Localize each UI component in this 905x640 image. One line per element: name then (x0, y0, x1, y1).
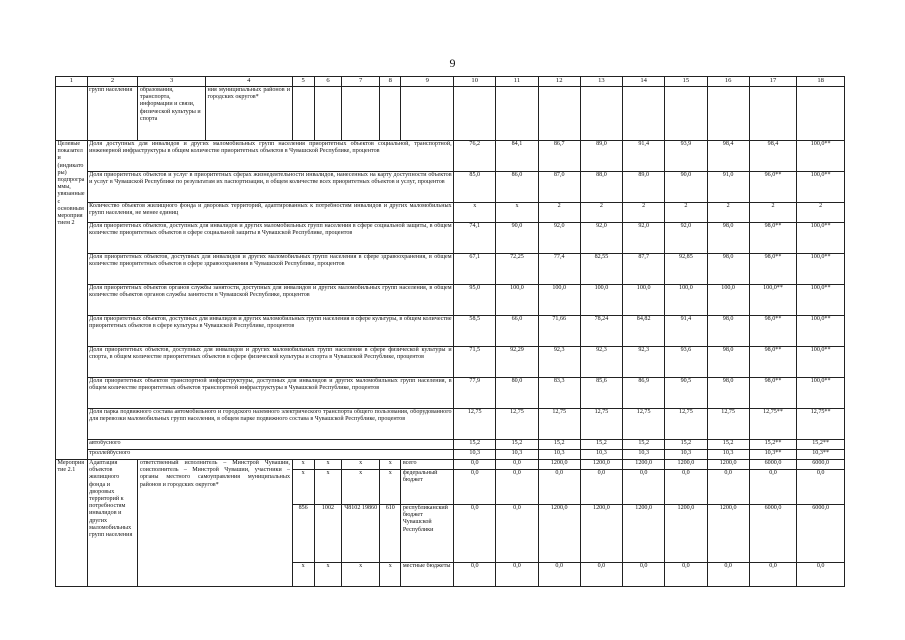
funding-value: 0,0 (623, 563, 665, 587)
funding-value: 0,0 (580, 563, 622, 587)
column-number: 8 (380, 77, 401, 87)
indicator-text: Доля приоритетных объектов, доступных для инвалидов и других маломобильных групп населения в сфере социальной защиты, в общем количестве приоритетных объектов в сфере социальной защиты в Чувашской Республике, процентов (87, 223, 453, 254)
indicator-text: автобусного (87, 440, 453, 450)
column-number: 6 (314, 77, 341, 87)
indicator-value: 89,0 (580, 141, 622, 172)
indicator-text: Доля приоритетных объектов, доступных для инвалидов и других маломобильных групп населения в сфере культуры, в общем количестве приоритетных объектов в сфере культуры в Чувашской Республике, процентов (87, 316, 453, 347)
funding-value: 6000,0 (749, 460, 797, 470)
funding-value: 0,0 (454, 470, 496, 505)
indicator-text: Доля парка подвижного состава автомобильного и городского наземного электрического транспорта общего пользования, оборудованного для перевозки маломобильных групп населения, в общем парке подвижного состава в Чувашской Республике, процентов (87, 409, 453, 440)
indicator-value: 92,85 (665, 254, 707, 285)
indicator-value: 98,0 (707, 223, 749, 254)
budget-code: 610 (380, 505, 401, 563)
column-number: 11 (496, 77, 538, 87)
indicator-value: 98,0 (707, 316, 749, 347)
indicator-row (56, 285, 845, 316)
indicator-value: 96,0** (749, 172, 797, 203)
indicator-value: 90,0 (496, 223, 538, 254)
indicator-value: 100,0** (797, 141, 845, 172)
indicator-value: 92,29 (496, 347, 538, 378)
indicator-value: 2 (797, 203, 845, 223)
indicator-value: 100,0** (797, 316, 845, 347)
indicator-value: 95,0 (454, 285, 496, 316)
funding-value: 0,0 (707, 470, 749, 505)
indicator-value: 98,0** (749, 316, 797, 347)
measure-responsible: ответственный исполнитель – Минстрой Чувашии, соисполнитель – Минстрой Чувашии, участники – органы местного самоуправления муниципальных районов и городских округов* (138, 460, 292, 587)
column-number: 12 (538, 77, 580, 87)
funding-value: 1200,0 (623, 505, 665, 563)
indicator-row (56, 141, 845, 172)
budget-code: x (292, 470, 314, 505)
indicator-value: 10,3 (538, 450, 580, 460)
cont-cell-empty (292, 87, 314, 141)
indicator-value: 2 (707, 203, 749, 223)
indicator-text: Доля доступных для инвалидов и других маломобильных групп населения приоритетных объектов социальной, транспортной, инженерной инфраструктуры в общем количестве приоритетных объектов в Чувашской Республике, процентов (87, 141, 453, 172)
column-number: 18 (797, 77, 845, 87)
indicator-value: 93,9 (665, 141, 707, 172)
indicator-value: 2 (538, 203, 580, 223)
indicator-value: 90,0 (665, 172, 707, 203)
indicator-value: 15,2 (623, 440, 665, 450)
indicator-value: 86,7 (538, 141, 580, 172)
indicator-text: Количество объектов жилищного фонда и дворовых территорий, адаптированных к потребностям инвалидов и других маломобильных групп населения, не менее единиц (87, 203, 453, 223)
funding-value: 0,0 (749, 563, 797, 587)
indicator-value: 98,0** (749, 254, 797, 285)
indicator-value: 100,0 (538, 285, 580, 316)
indicator-value: 10,3 (454, 450, 496, 460)
funding-value: 0,0 (496, 505, 538, 563)
indicator-value: 15,2 (538, 440, 580, 450)
indicator-value: 92,3 (538, 347, 580, 378)
indicator-value: 58,5 (454, 316, 496, 347)
funding-value: 1200,0 (580, 505, 622, 563)
indicator-value: 100,0** (797, 378, 845, 409)
indicator-value: 10,3** (797, 450, 845, 460)
indicator-value: 98,0** (749, 378, 797, 409)
funding-value: 0,0 (797, 563, 845, 587)
funding-value: 6000,0 (797, 505, 845, 563)
budget-code: x (292, 460, 314, 470)
indicator-value: 98,0** (749, 223, 797, 254)
indicator-value: 10,3 (707, 450, 749, 460)
cont-cell-empty (401, 87, 454, 141)
funding-row (56, 460, 845, 470)
indicator-value: 91,0 (707, 172, 749, 203)
cont-cell-empty (797, 87, 845, 141)
indicator-row (56, 316, 845, 347)
indicator-value: 2 (749, 203, 797, 223)
indicator-row (56, 347, 845, 378)
funding-value: 0,0 (454, 460, 496, 470)
budget-code: x (380, 460, 401, 470)
page-number: 9 (449, 56, 456, 70)
cont-cell-empty (749, 87, 797, 141)
indicator-value: 98,0 (707, 347, 749, 378)
funding-value: 0,0 (797, 470, 845, 505)
funding-value: 0,0 (538, 470, 580, 505)
indicator-value: x (454, 203, 496, 223)
indicator-value: 100,0 (707, 285, 749, 316)
funding-source: федеральный бюджет (401, 470, 454, 505)
indicator-value: 12,75 (538, 409, 580, 440)
indicator-value: 98,4 (707, 141, 749, 172)
indicator-value: 15,2 (496, 440, 538, 450)
budget-code: x (342, 563, 380, 587)
funding-value: 0,0 (496, 470, 538, 505)
indicator-value: 90,5 (665, 378, 707, 409)
funding-value: 0,0 (665, 563, 707, 587)
indicator-value: 15,2 (454, 440, 496, 450)
indicator-value: 2 (623, 203, 665, 223)
budget-code: x (342, 470, 380, 505)
indicator-value: 12,75 (454, 409, 496, 440)
indicator-value: 72,25 (496, 254, 538, 285)
budget-code: x (314, 460, 341, 470)
indicator-value: 15,2** (749, 440, 797, 450)
cont-cell-empty (342, 87, 380, 141)
indicator-row (56, 172, 845, 203)
indicator-value: 85,0 (454, 172, 496, 203)
indicator-value: 2 (665, 203, 707, 223)
indicator-value: 78,24 (580, 316, 622, 347)
funding-value: 0,0 (454, 505, 496, 563)
column-number: 17 (749, 77, 797, 87)
cont-cell-empty (380, 87, 401, 141)
column-number: 15 (665, 77, 707, 87)
indicator-value: 15,2 (580, 440, 622, 450)
funding-value: 0,0 (707, 563, 749, 587)
column-number: 9 (401, 77, 454, 87)
funding-source: всего (401, 460, 454, 470)
budget-code: x (342, 460, 380, 470)
indicator-value: 15,2 (707, 440, 749, 450)
indicator-value: 98,4 (749, 141, 797, 172)
indicator-value: 15,2 (665, 440, 707, 450)
budget-code: x (314, 563, 341, 587)
indicator-value: 92,0 (623, 223, 665, 254)
indicator-value: 98,0 (707, 254, 749, 285)
indicator-value: 84,82 (623, 316, 665, 347)
indicator-value: 10,3 (623, 450, 665, 460)
funding-value: 6000,0 (749, 505, 797, 563)
cont-cell-empty (56, 87, 88, 141)
indicator-value: 93,6 (665, 347, 707, 378)
indicator-row (56, 450, 845, 460)
measure-name: Адаптация объектов жилищного фонда и дворовых территорий к потребностям инвалидов и других маломобильных групп населения (87, 460, 138, 587)
funding-value: 1200,0 (538, 505, 580, 563)
indicator-value: 92,3 (623, 347, 665, 378)
indicator-value: 66,0 (496, 316, 538, 347)
column-number: 7 (342, 77, 380, 87)
cont-spheres: образования, транспорта, информации и связи, физической культуры и спорта (138, 87, 206, 141)
cont-cell-empty (665, 87, 707, 141)
indicator-value: 77,9 (454, 378, 496, 409)
indicator-value: 2 (580, 203, 622, 223)
indicator-value: 91,4 (665, 316, 707, 347)
column-number: 14 (623, 77, 665, 87)
funding-value: 0,0 (496, 460, 538, 470)
indicator-value: 10,3** (749, 450, 797, 460)
indicator-value: 83,3 (538, 378, 580, 409)
cont-cell-empty (538, 87, 580, 141)
indicator-value: 84,1 (496, 141, 538, 172)
funding-value: 0,0 (623, 470, 665, 505)
indicator-value: 100,0 (665, 285, 707, 316)
indicator-row (56, 440, 845, 450)
column-number: 16 (707, 77, 749, 87)
target-indicators-label: Целевые показатели (индикаторы) подпрограммы, увязанные с основным мероприятием 2 (56, 141, 88, 460)
cont-cell-empty (496, 87, 538, 141)
indicator-text: Доля приоритетных объектов и услуг в приоритетных сферах жизнедеятельности инвалидов, нанесенных на карту доступности объектов и услуг в Чувашской Республике по результатам их паспортизации, в общем количестве всех приоритетных объектов и услуг, процентов (87, 172, 453, 203)
budget-code: 1002 (314, 505, 341, 563)
indicator-value: 89,0 (623, 172, 665, 203)
funding-value: 1200,0 (538, 460, 580, 470)
budget-code: x (314, 470, 341, 505)
indicator-value: 71,66 (538, 316, 580, 347)
budget-code: x (380, 470, 401, 505)
column-number: 2 (87, 77, 138, 87)
funding-value: 6000,0 (797, 460, 845, 470)
cont-cell-empty (314, 87, 341, 141)
indicator-value: 77,4 (538, 254, 580, 285)
indicator-value: 10,3 (580, 450, 622, 460)
indicator-value: 67,1 (454, 254, 496, 285)
indicator-value: 80,0 (496, 378, 538, 409)
funding-value: 1200,0 (623, 460, 665, 470)
cont-cell-empty (623, 87, 665, 141)
indicator-value: 100,0 (496, 285, 538, 316)
indicator-value: 86,9 (623, 378, 665, 409)
budget-code: 856 (292, 505, 314, 563)
indicator-row (56, 203, 845, 223)
cont-population: групп населения (87, 87, 138, 141)
column-number: 5 (292, 77, 314, 87)
cont-cell-empty (454, 87, 496, 141)
indicator-value: 82,55 (580, 254, 622, 285)
cont-cell-empty (707, 87, 749, 141)
indicator-value: 92,0 (665, 223, 707, 254)
indicator-row (56, 409, 845, 440)
indicator-value: 12,75 (707, 409, 749, 440)
column-number: 13 (580, 77, 622, 87)
indicator-value: x (496, 203, 538, 223)
indicator-value: 15,2** (797, 440, 845, 450)
funding-value: 0,0 (580, 470, 622, 505)
funding-source: республиканский бюджет Чувашской Республики (401, 505, 454, 563)
indicator-value: 92,0 (538, 223, 580, 254)
program-table (55, 76, 845, 587)
funding-value: 0,0 (749, 470, 797, 505)
indicator-text: троллейбусного (87, 450, 453, 460)
indicator-value: 10,3 (496, 450, 538, 460)
indicator-value: 98,0 (707, 378, 749, 409)
budget-code: Ч8102 19860 (342, 505, 380, 563)
indicator-value: 100,0** (797, 347, 845, 378)
indicator-text: Доля приоритетных объектов органов службы занятости, доступных для инвалидов и других маломобильных групп населения, в общем количестве объектов органов службы занятости в Чувашской Республике, процентов (87, 285, 453, 316)
budget-code: x (380, 563, 401, 587)
cont-cell-empty (580, 87, 622, 141)
indicator-value: 98,0** (749, 347, 797, 378)
indicator-value: 92,0 (580, 223, 622, 254)
indicator-value: 88,0 (580, 172, 622, 203)
indicator-value: 91,4 (623, 141, 665, 172)
indicator-value: 12,75 (496, 409, 538, 440)
indicator-value: 12,75** (749, 409, 797, 440)
header-row (56, 77, 845, 87)
funding-value: 0,0 (454, 563, 496, 587)
indicator-row (56, 254, 845, 285)
indicator-value: 100,0** (797, 285, 845, 316)
indicator-value: 100,0** (797, 223, 845, 254)
funding-value: 0,0 (665, 470, 707, 505)
column-number: 10 (454, 77, 496, 87)
indicator-value: 74,1 (454, 223, 496, 254)
indicator-text: Доля приоритетных объектов транспортной инфраструктуры, доступных для инвалидов и других маломобильных групп населения, в общем количестве приоритетных объектов транспортной инфраструктуры в Чувашской Республике, процентов (87, 378, 453, 409)
budget-code: x (292, 563, 314, 587)
indicator-value: 86,0 (496, 172, 538, 203)
indicator-value: 92,3 (580, 347, 622, 378)
indicator-value: 87,7 (623, 254, 665, 285)
indicator-row (56, 223, 845, 254)
indicator-text: Доля приоритетных объектов, доступных для инвалидов и других маломобильных групп населения в сфере здравоохранения, в общем количестве приоритетных объектов в сфере здравоохранения в Чувашской Республике, процентов (87, 254, 453, 285)
funding-value: 1200,0 (665, 505, 707, 563)
indicator-value: 12,75 (665, 409, 707, 440)
indicator-value: 12,75 (623, 409, 665, 440)
funding-value: 0,0 (538, 563, 580, 587)
indicator-value: 100,0** (797, 172, 845, 203)
indicator-value: 12,75 (580, 409, 622, 440)
funding-value: 1200,0 (707, 460, 749, 470)
indicator-text: Доля приоритетных объектов, доступных для инвалидов и других маломобильных групп населения в сфере физической культуры и спорта, в общем количестве приоритетных объектов в сфере физической культуры и спорта в Чувашской Республике, процентов (87, 347, 453, 378)
indicator-row (56, 378, 845, 409)
indicator-value: 87,0 (538, 172, 580, 203)
funding-value: 1200,0 (580, 460, 622, 470)
indicator-value: 100,0** (749, 285, 797, 316)
column-number: 3 (138, 77, 206, 87)
indicator-value: 100,0 (580, 285, 622, 316)
indicator-value: 100,0 (623, 285, 665, 316)
measure-label: Мероприятие 2.1 (56, 460, 88, 587)
continuation-row (56, 87, 845, 141)
funding-value: 1200,0 (665, 460, 707, 470)
indicator-value: 12,75** (797, 409, 845, 440)
cont-participants: ния муниципальных районов и городских округов* (205, 87, 292, 141)
indicator-value: 85,6 (580, 378, 622, 409)
indicator-value: 71,5 (454, 347, 496, 378)
indicator-value: 76,2 (454, 141, 496, 172)
column-number: 4 (205, 77, 292, 87)
funding-source: местные бюджеты (401, 563, 454, 587)
indicator-value: 100,0** (797, 254, 845, 285)
funding-value: 1200,0 (707, 505, 749, 563)
funding-value: 0,0 (496, 563, 538, 587)
indicator-value: 10,3 (665, 450, 707, 460)
column-number: 1 (56, 77, 88, 87)
